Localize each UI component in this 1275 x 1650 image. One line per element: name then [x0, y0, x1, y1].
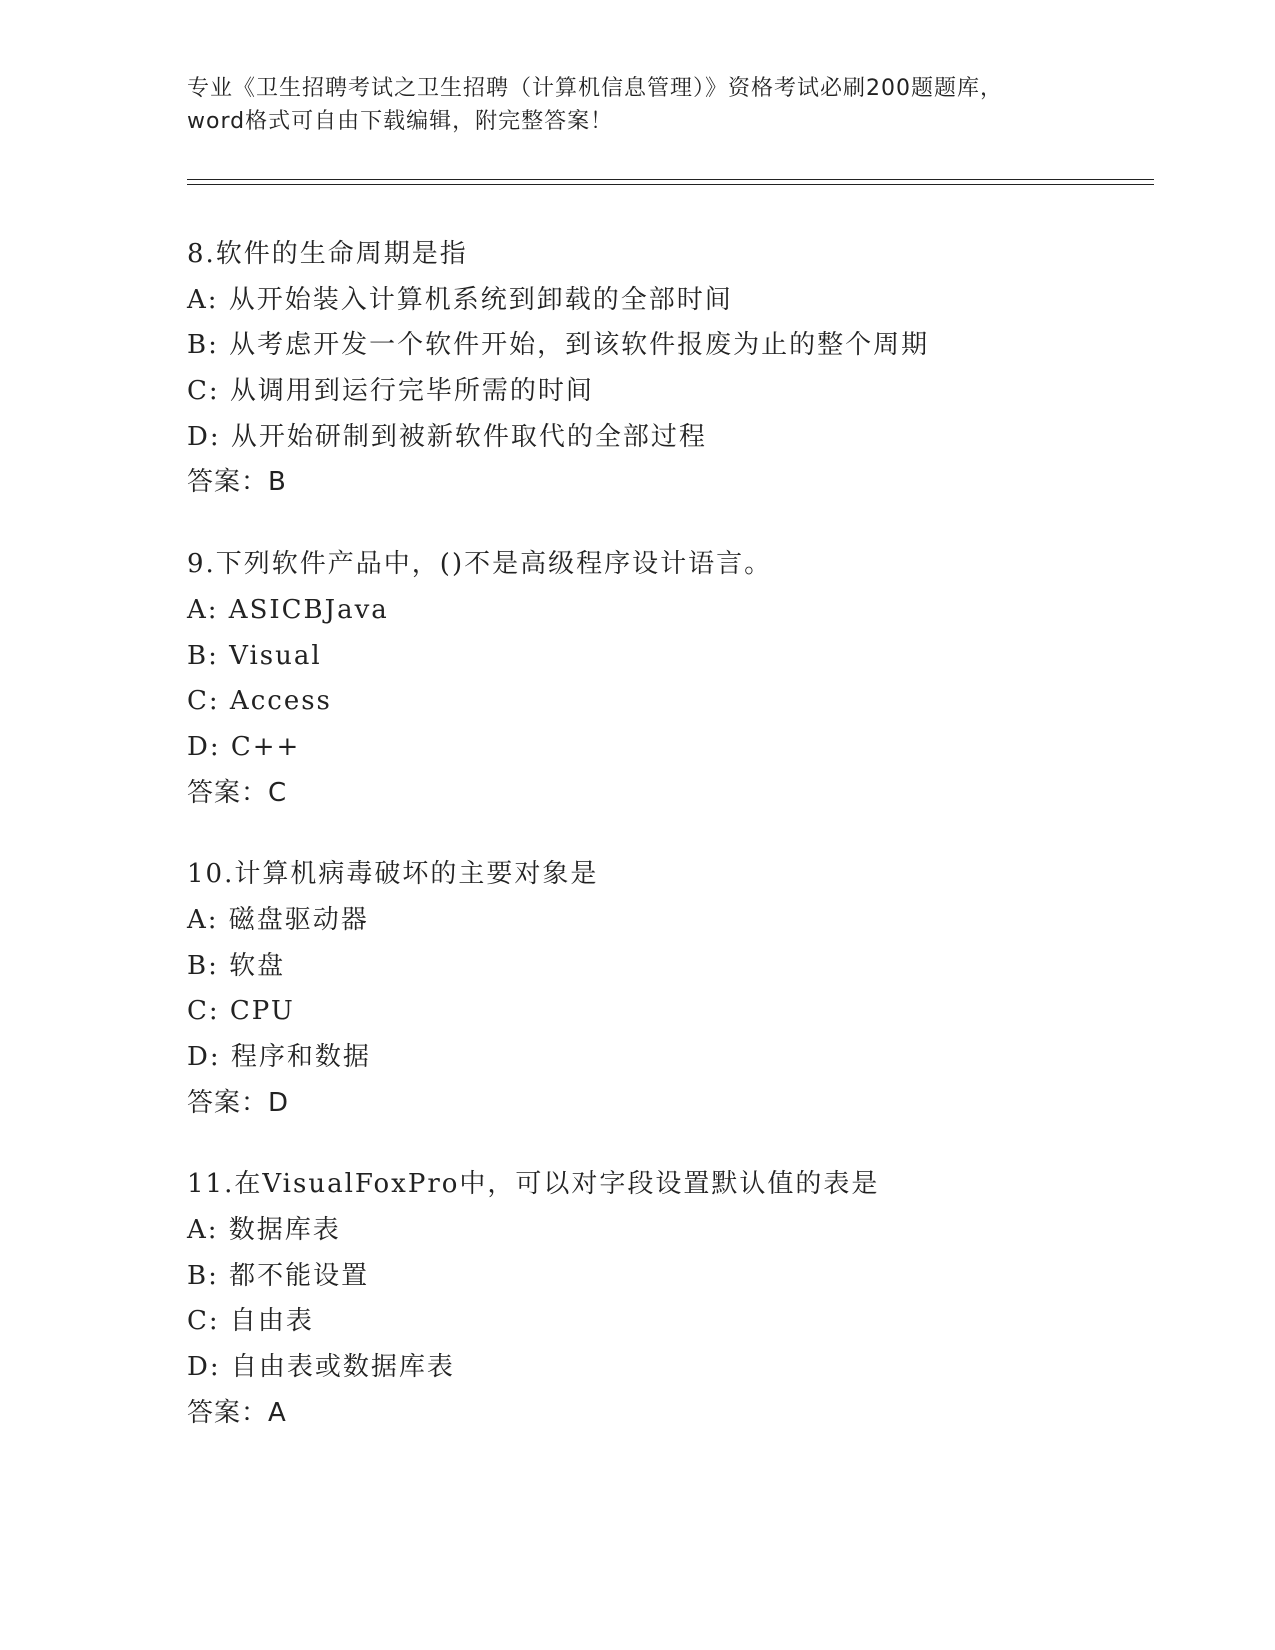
answer-line: 答案：B	[187, 467, 287, 498]
header-line-2: word格式可自由下载编辑，附完整答案！	[187, 109, 614, 134]
answer-line: 答案：D	[187, 1087, 290, 1118]
header-line-1: 专业《卫生招聘考试之卫生招聘（计算机信息管理）》资格考试必刷200题题库，	[187, 76, 1003, 101]
option-c: C: 自由表	[187, 1306, 314, 1337]
option-b: B: Visual	[187, 640, 322, 671]
question-9	[187, 542, 1147, 816]
question-stem: 8.软件的生命周期是指	[187, 239, 468, 269]
option-d: D: 自由表或数据库表	[187, 1352, 455, 1383]
option-a: A: ASICBJava	[187, 594, 389, 625]
question-list	[187, 232, 1147, 1473]
question-stem: 9.下列软件产品中，()不是高级程序设计语言。	[187, 549, 773, 580]
option-b: B: 都不能设置	[187, 1260, 370, 1291]
option-c: C: Access	[187, 686, 332, 717]
option-c: C: 从调用到运行完毕所需的时间	[187, 376, 594, 407]
header-divider-bottom	[187, 184, 1154, 185]
header-divider-top	[187, 179, 1154, 180]
option-a: A: 从开始装入计算机系统到卸载的全部时间	[187, 284, 733, 315]
question-8	[187, 232, 1147, 506]
question-stem: 10.计算机病毒破坏的主要对象是	[187, 859, 599, 890]
question-10	[187, 852, 1147, 1126]
question-11	[187, 1162, 1147, 1436]
option-b: B: 软盘	[187, 950, 286, 981]
option-a: A: 磁盘驱动器	[187, 904, 369, 935]
option-d: D: 程序和数据	[187, 1042, 371, 1072]
question-stem: 11.在VisualFoxPro中，可以对字段设置默认值的表是	[187, 1169, 880, 1200]
option-b: B: 从考虑开发一个软件开始，到该软件报废为止的整个周期	[187, 330, 930, 361]
option-c: C: CPU	[187, 996, 295, 1027]
option-d: D: 从开始研制到被新软件取代的全部过程	[187, 421, 707, 452]
option-d: D: C++	[187, 731, 301, 762]
option-a: A: 数据库表	[187, 1215, 341, 1246]
document-header	[187, 72, 1087, 138]
answer-line: 答案：A	[187, 1397, 287, 1428]
answer-line: 答案：C	[187, 777, 288, 808]
